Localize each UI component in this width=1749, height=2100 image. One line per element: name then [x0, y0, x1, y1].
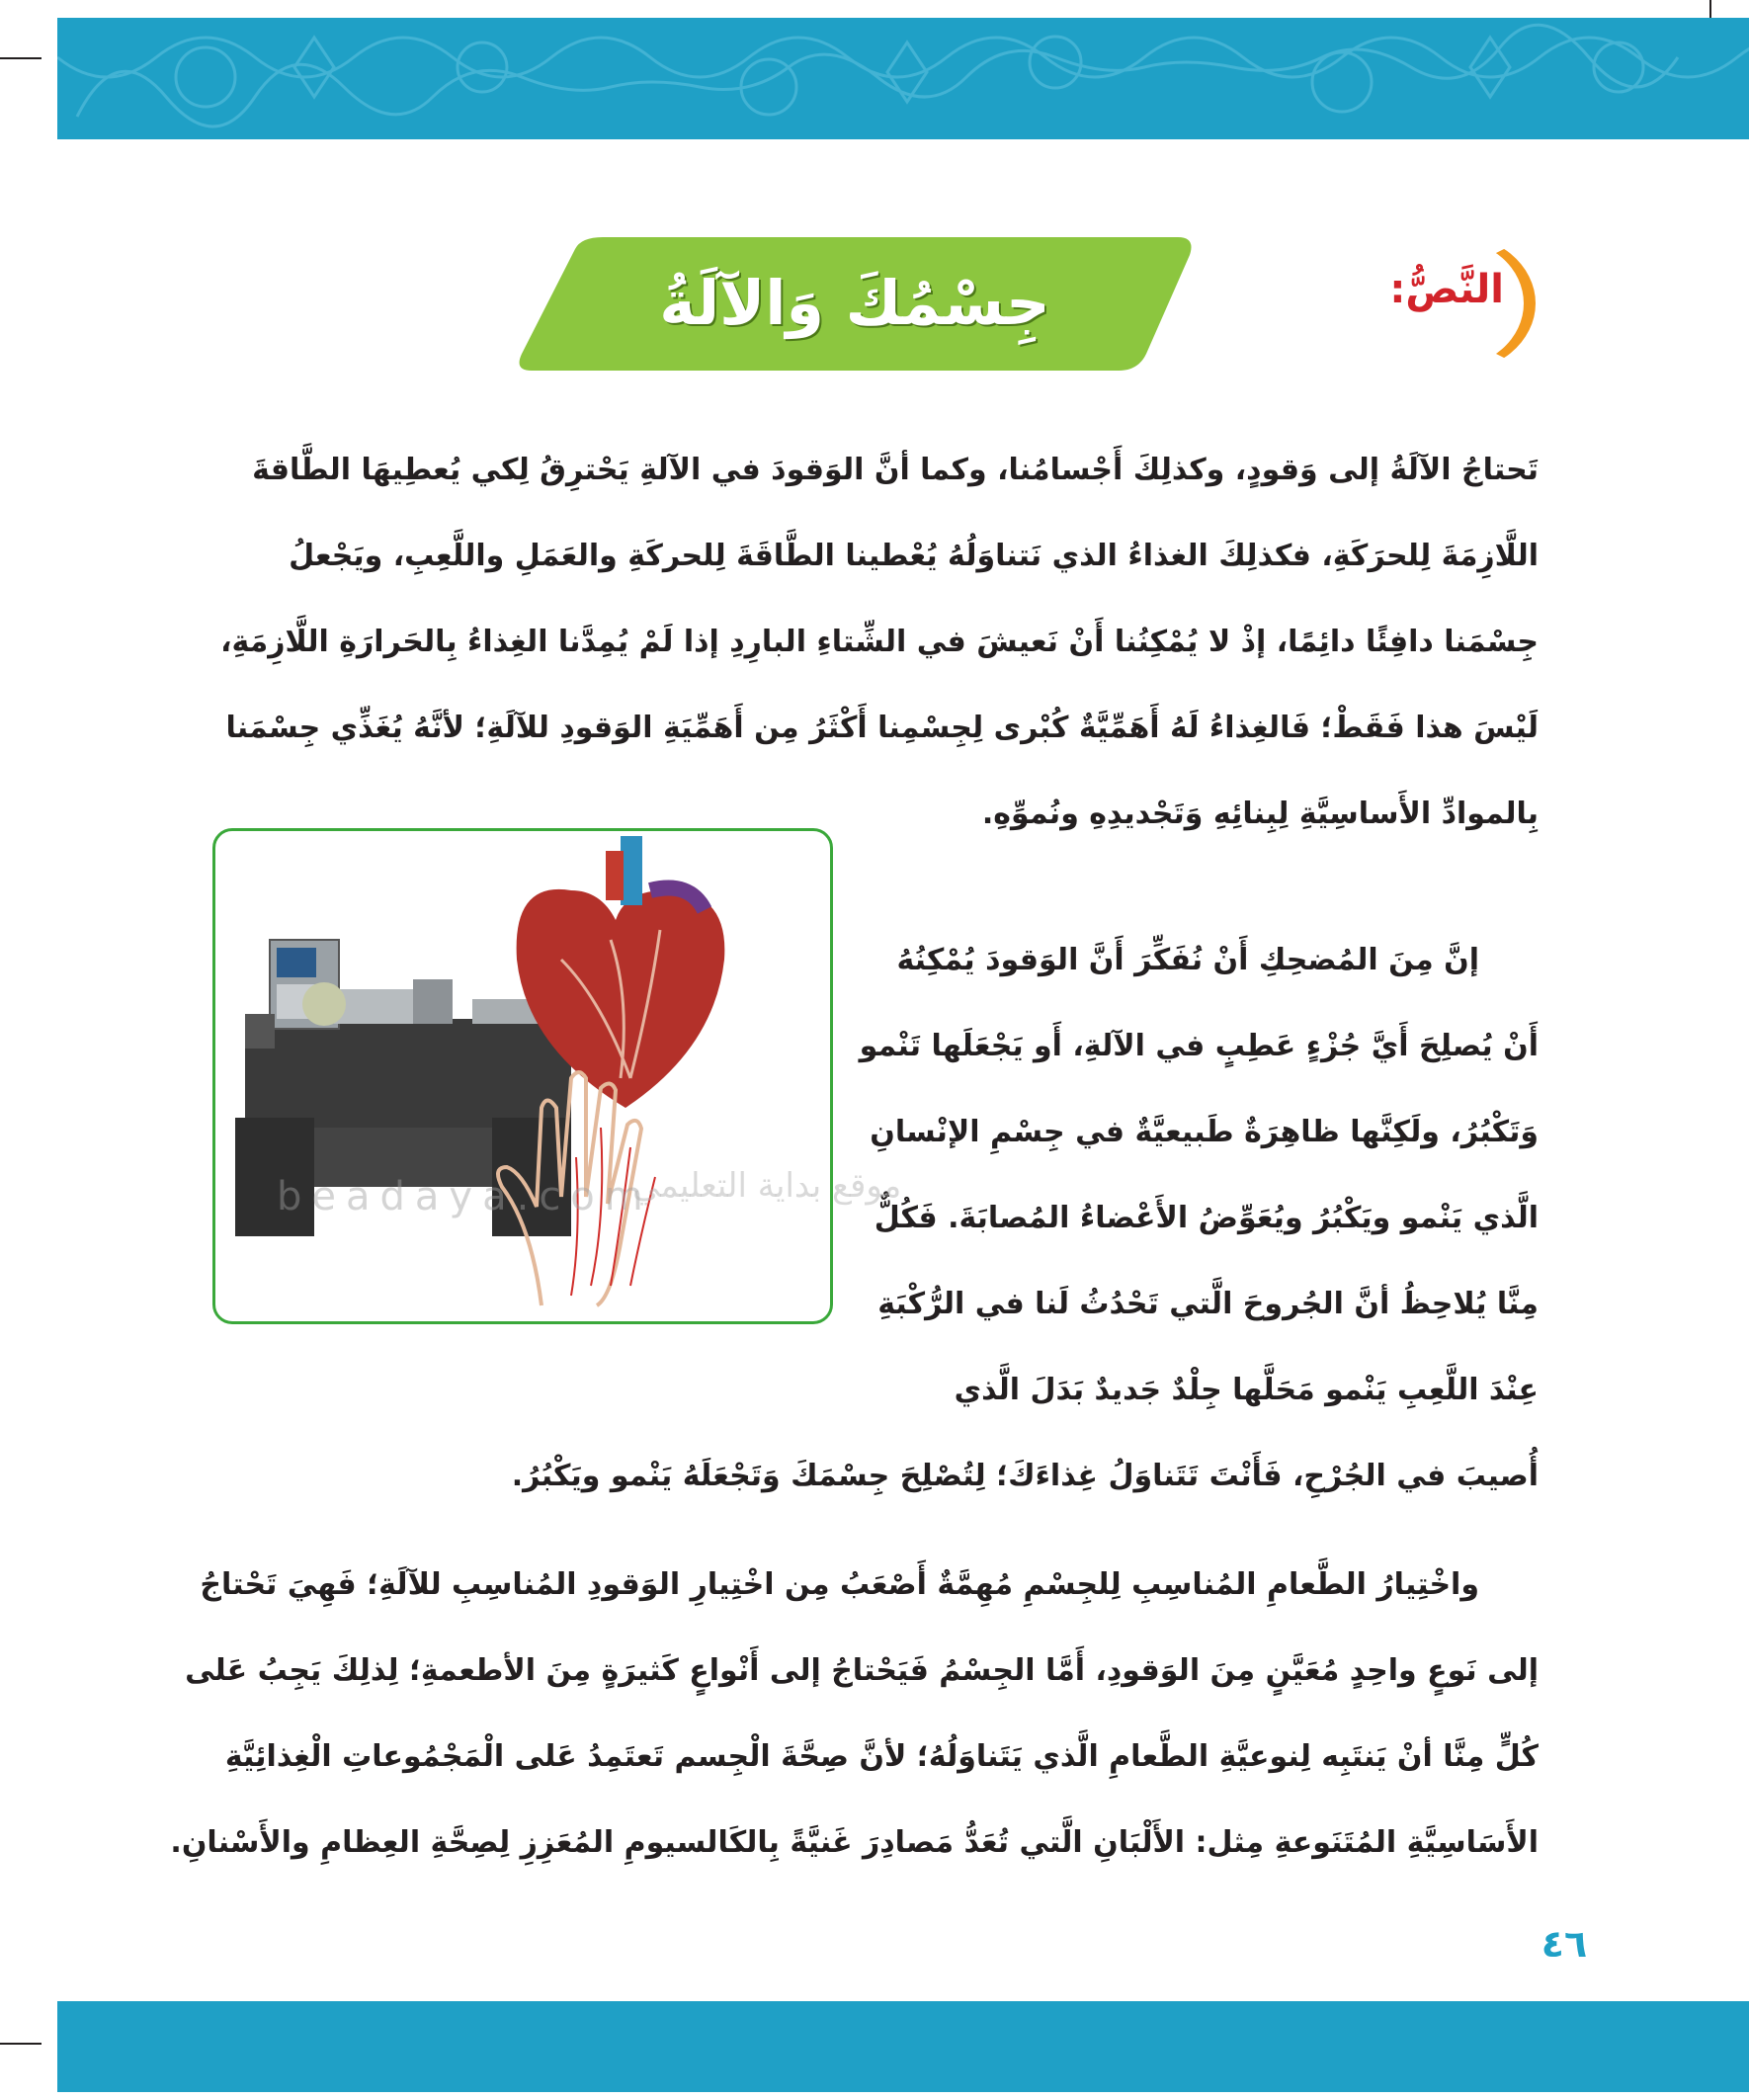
page-title: جِسْمُكَ وَالآلَةُ — [659, 267, 1050, 339]
paragraph-2-line: وَتَكْبُرُ، ولَكِنَّها ظاهِرَةٌ طَبيعيَّةٌ في جِسْمِ الإنْسانِ — [870, 1115, 1539, 1149]
paragraph-3-line: واخْتِيارُ الطَّعامِ المُناسِبِ لِلجِسْمِ مُهِمَّةٌ أَصْعَبُ مِن اخْتِيارِ الوَقودِ المُناسِبِ للآلَةِ؛ فَهِيَ تَحْتاجُ — [200, 1567, 1479, 1602]
header-band — [57, 18, 1749, 139]
paragraph-1-line: لَيْسَ هذا فَقَطْ؛ فَالغِذاءُ لَهُ أَهَمِّيَّةٌ كُبْرى لِجِسْمِنا أَكْثَرُ مِن أَهَمِّيَةِ الوَقودِ للآلَةِ؛ لأنَّهُ يُغَذِّي جِسْمَنا — [225, 711, 1539, 745]
paragraph-1-line: اللَّازِمَةَ لِلحرَكَةِ، فكذلِكَ الغذاءُ الذي نَتناوَلُهُ يُعْطينا الطَّاقَةَ لِلحركَةِ والعَمَلِ واللَّعِبِ، ويَجْعلُ — [289, 539, 1539, 573]
watermark-url: beadaya.com — [277, 1174, 653, 1219]
paragraph-3-line: إلى نَوعٍ واحِدٍ مُعَيَّنٍ مِنَ الوَقودِ، أَمَّا الجِسْمُ فَيَحْتاجُ إلى أَنْواعٍ كَثيرَةٍ مِنَ الأطعمةِ؛ لِذلِكَ يَجِبُ عَلى — [185, 1653, 1539, 1688]
paragraph-2 — [850, 917, 1539, 1433]
arabesque-pattern-icon — [57, 18, 1749, 139]
paragraph-3-line: الأَسَاسِيَّةِ المُتَنَوعةِ مِثل: الأَلْبَانِ الَّتي تُعَدُّ مَصادِرَ غَنيَّةً بِالكَالسيومِ المُعَزِزِ لِصِحَّةِ العِظامِ والأَسْنانِ. — [170, 1825, 1539, 1860]
paragraph-2-last — [209, 1433, 1539, 1519]
paragraph-1-line: بِالموادِّ الأَساسِيَّةِ لِبِنائِهِ وَتَجْديدِهِ ونُموِّهِ. — [981, 797, 1539, 831]
section-label: النَّصُّ: — [1389, 267, 1504, 312]
paragraph-2-line: أَنْ يُصلِحَ أَيَّ جُزْءٍ عَطِبٍ في الآلةِ، أَو يَجْعَلَها تَنْمو — [859, 1029, 1539, 1063]
paragraph-1-line: تَحتاجُ الآلَةُ إلى وَقودٍ، وكذلِكَ أَجْسامُنا، وكما أنَّ الوَقودَ في الآلةِ يَحْترِقُ لِكي يُعطِيهَا الطَّاقةَ — [252, 453, 1539, 487]
paragraph-1 — [209, 427, 1539, 857]
illustration-frame — [212, 828, 833, 1324]
paragraph-2-line: إنَّ مِنَ المُضحِكِ أَنْ نُفَكِّرَ أَنَّ الوَقودَ يُمْكِنُهُ — [896, 943, 1479, 977]
watermark-arabic: موقع بداية التعليمي — [632, 1166, 902, 1206]
paragraph-1-line: جِسْمَنا دافِئًا دائِمًا، إذْ لا يُمْكِنُنا أَنْ نَعيشَ في الشِّتاءِ البارِدِ إذا لَمْ يُمِدَّنا الغِذاءُ بِالحَرارَةِ اللَّازِمَةِ، — [220, 625, 1539, 659]
crop-mark — [0, 57, 42, 59]
crop-mark — [0, 2043, 42, 2045]
paragraph-2-line: عِنْدَ اللَّعِبِ يَنْمو مَحَلَّها جِلْدٌ جَديدٌ بَدَلَ الَّذي — [954, 1373, 1539, 1407]
paragraph-3 — [170, 1542, 1539, 1886]
paragraph-2-line: أُصيبَ في الجُرْحِ، فَأَنْتَ تَتَناوَلُ غِذاءَكَ؛ لِتُصْلِحَ جِسْمَكَ وَتَجْعَلَهُ يَنْمو ويَكْبُرُ. — [511, 1459, 1539, 1493]
paragraph-2-line: مِنَّا يُلاحِظُ أنَّ الجُروحَ الَّتي تَحْدُثُ لَنا في الرُّكْبَةِ — [877, 1287, 1539, 1321]
lathe-heart-hand-illustration — [215, 831, 830, 1321]
paragraph-2-line: الَّذي يَنْمو ويَكْبُرُ ويُعَوِّضُ الأَعْضاءُ المُصابَةَ. فَكُلٌّ — [874, 1201, 1539, 1235]
footer-band — [57, 2001, 1749, 2092]
paragraph-3-line: كُلٍّ مِنَّا أنْ يَنتَبِه لِنوعيَّةِ الطَّعامِ الَّذي يَتَناوَلُهُ؛ لأنَّ صِحَّةَ الْجِسم تَعتَمِدُ عَلى الْمَجْمُوعاتِ الْغِذائِيَّةِ — [224, 1739, 1539, 1774]
page-number: ٤٦ — [1541, 1922, 1588, 1966]
